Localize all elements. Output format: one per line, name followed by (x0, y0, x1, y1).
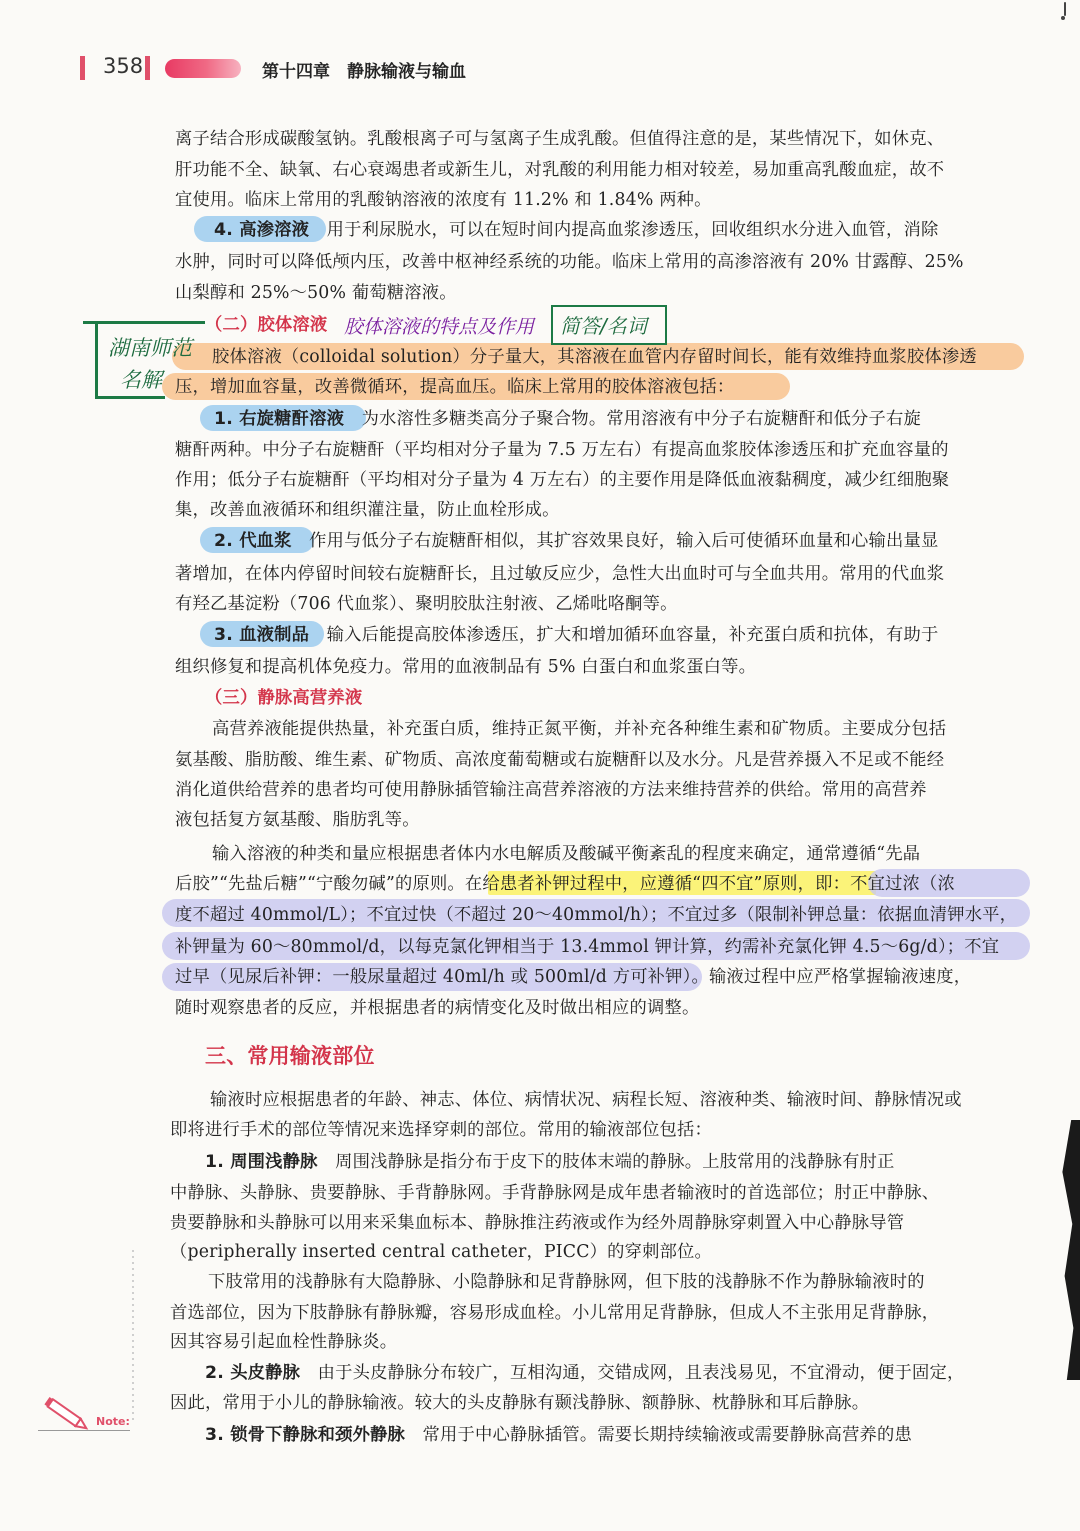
peripheral-label: 1. 周围浅静脉 (205, 1152, 318, 1172)
green-bracket-bottom (95, 396, 165, 399)
header-left-bar (80, 56, 85, 80)
text-line: 补钾量为 60～80mmol/d，以每克氯化钾相当于 13.4mmol 钾计算，约需补充氯化钾 4.5～6g/d）；不宜 (175, 937, 1000, 957)
text-line: 消化道供给营养的患者均可使用静脉插管输注高营养溶液的方法来维持营养的供给。常用的高营养 (175, 780, 927, 800)
handwritten-purple-note: 胶体溶液的特点及作用 (344, 316, 535, 338)
text-line: 山梨醇和 25%～50% 葡萄糖溶液。 (175, 283, 457, 303)
text-line: （peripherally inserted central catheter，PICC）的穿刺部位。 (170, 1242, 713, 1262)
text-line: 有羟乙基淀粉（706 代血浆）、聚明胶肽注射液、乙烯吡咯酮等。 (175, 594, 678, 614)
text-line: 著增加，在体内停留时间较右旋糖酐长，且过敏反应少，急性大出血时可与全血共用。常用的代血浆 (175, 564, 945, 584)
dextran-text: 为水溶性多糖类高分子聚合物。常用溶液有中分子右旋糖酐和低分子右旋 (361, 409, 921, 429)
dextran-label: 1. 右旋糖酐溶液 (214, 409, 345, 429)
text-line: 输入溶液的种类和量应根据患者体内水电解质及酸碱平衡紊乱的程度来确定，通常遵循“先晶 (212, 844, 921, 864)
hyper-text: 用于利尿脱水，可以在短时间内提高血浆渗透压，回收组织水分进入血管，消除 (326, 220, 939, 240)
text-line: 因其容易引起血栓性静脉炎。 (170, 1332, 398, 1352)
note-underline (38, 1430, 130, 1431)
principle-line2-a: 后胶”“先盐后糖”“宁酸勿碱”的原则。在 (175, 874, 483, 894)
plasma-text: 作用与低分子右旋糖酐相似，其扩容效果良好，输入后可使循环血量和心输出量显 (309, 531, 939, 551)
header-right-bar (145, 56, 150, 80)
text-line: 胶体溶液（colloidal solution）分子量大，其溶液在血管内存留时间长，能有效维持血浆胶体渗透 (212, 347, 977, 367)
text-line: 水肿，同时可以降低颅内压，改善中枢神经系统的功能。临床上常用的高渗溶液有 20% 甘露醇、25% (175, 252, 964, 272)
dextran-para-line1 (214, 407, 921, 431)
scalp-para-line1 (205, 1361, 964, 1385)
text-line: 随时观察患者的反应，并根据患者的病情变化及时做出相应的调整。 (175, 998, 700, 1018)
subclavian-text: 常用于中心静脉插管。需要长期持续输液或需要静脉高营养的患 (422, 1425, 912, 1445)
green-bracket-top (83, 321, 205, 324)
plasma-para-line1 (214, 529, 938, 553)
note-marker (38, 1396, 138, 1446)
chapter-title: 第十四章 静脉输液与输血 (262, 62, 466, 82)
text-line: 首选部位，因为下肢静脉有静脉瓣，容易形成血栓。小儿常用足背静脉，但成人不主张用足背静脉， (170, 1303, 940, 1323)
hyper-label: 4. 高渗溶液 (214, 220, 310, 240)
text-line: 下肢常用的浅静脉有大隐静脉、小隐静脉和足背静脉网，但下肢的浅静脉不作为静脉输液时的 (208, 1272, 925, 1292)
text-line: 中静脉、头静脉、贵要静脉、手背静脉网。手背静脉网是成年患者输液时的首选部位；肘正中静脉、 (170, 1183, 940, 1203)
handwritten-green-left-1: 湖南师范 (108, 336, 192, 360)
subclavian-label: 3. 锁骨下静脉和颈外静脉 (205, 1425, 406, 1445)
colloid-title: （二）胶体溶液 (205, 315, 328, 335)
text-line: 输液时应根据患者的年龄、神志、体位、病情状况、病程长短、溶液种类、输液时间、静脉情况或 (210, 1090, 962, 1110)
handwritten-green-box-text: 简答/名词 (560, 314, 647, 338)
scalp-text: 由于头皮静脉分布较广，互相沟通，交错成网，且表浅易见，不宜滑动，便于固定， (317, 1363, 965, 1383)
principle-line2-b: 给患者补钾过程中，应遵循“四不宜”原则，即 (482, 874, 833, 894)
text-line: 度不超过 40mmol/L）；不宜过快（不超过 20～40mmol/h）；不宜过多（限制补钾总量：依据血清钾水平， (175, 905, 1018, 925)
peripheral-text: 周围浅静脉是指分布于皮下的肢体末端的静脉。上肢常用的浅静脉有肘正 (335, 1152, 895, 1172)
text-line: 组织修复和提高机体免疫力。常用的血液制品有 5% 白蛋白和血浆蛋白等。 (175, 657, 757, 677)
text-line: 因此，常用于小儿的静脉输液。较大的头皮静脉有颞浅静脉、额静脉、枕静脉和耳后静脉。 (170, 1393, 870, 1413)
text-line: 宜使用。临床上常用的乳酸钠溶液的浓度有 11.2% 和 1.84% 两种。 (175, 190, 712, 210)
scan-speck (1061, 16, 1065, 20)
tpn-title: （三）静脉高营养液 (205, 688, 363, 708)
text-line: 即将进行手术的部位等情况来选择穿刺的部位。常用的输液部位包括： (170, 1120, 712, 1140)
peripheral-para-line1 (205, 1150, 895, 1174)
handwritten-green-left-2: 名解 (120, 368, 162, 392)
text-line: 肝功能不全、缺氧、右心衰竭患者或新生儿，对乳酸的利用能力相对较差，易加重高乳酸血症，故不 (175, 160, 945, 180)
page-header (0, 0, 1080, 100)
text-line: 氨基酸、脂肪酸、维生素、矿物质、高浓度葡萄糖或右旋糖酐以及水分。凡是营养摄入不足或不能经 (175, 750, 945, 770)
principle-line2-c: ：不宜过浓（浓 (832, 874, 955, 894)
hyper-para-line1 (214, 218, 938, 242)
text-line: 过早（见尿后补钾：一般尿量超过 40ml/h 或 500ml/d 方可补钾）。输液过程中应严格掌握输液速度， (175, 967, 972, 987)
header-pill-decoration (165, 59, 241, 78)
text-line: 作用；低分子右旋糖酐（平均相对分子量为 4 万左右）的主要作用是降低血液黏稠度，减少红细胞聚 (175, 470, 950, 490)
note-label: Note: (96, 1415, 130, 1428)
scan-speck (1064, 2, 1066, 16)
page-number: 358 (103, 54, 144, 78)
principle-line2 (175, 872, 955, 896)
text-line: 压，增加血容量，改善微循环，提高血压。临床上常用的胶体溶液包括： (175, 377, 735, 397)
blood-label: 3. 血液制品 (214, 625, 310, 645)
page-tear-edge (1058, 1120, 1080, 1380)
text-line: 液包括复方氨基酸、脂肪乳等。 (175, 810, 420, 830)
text-line: 集，改善血液循环和组织灌注量，防止血栓形成。 (175, 500, 560, 520)
plasma-label: 2. 代血浆 (214, 531, 292, 551)
text-line: 离子结合形成碳酸氢钠。乳酸根离子可与氢离子生成乳酸。但值得注意的是，某些情况下，如休克、 (175, 129, 945, 149)
text-line: 糖酐两种。中分子右旋糖酐（平均相对分子量为 7.5 万左右）有提高血浆胶体渗透压和扩充血容量的 (175, 440, 949, 460)
blood-text: 输入后能提高胶体渗透压，扩大和增加循环血容量，补充蛋白质和抗体，有助于 (326, 625, 939, 645)
text-line: 贵要静脉和头静脉可以用来采集血标本、静脉推注药液或作为经外周静脉穿刺置入中心静脉导管 (170, 1213, 905, 1233)
green-bracket-left (95, 321, 98, 399)
subclavian-para-line1 (205, 1423, 912, 1447)
margin-dotted-rule (132, 1250, 134, 1420)
scalp-label: 2. 头皮静脉 (205, 1363, 301, 1383)
blood-para-line1 (214, 623, 938, 647)
text-line: 高营养液能提供热量，补充蛋白质，维持正氮平衡，并补充各种维生素和矿物质。主要成分包括 (212, 719, 947, 739)
section3-title: 三、常用输液部位 (205, 1044, 375, 1068)
